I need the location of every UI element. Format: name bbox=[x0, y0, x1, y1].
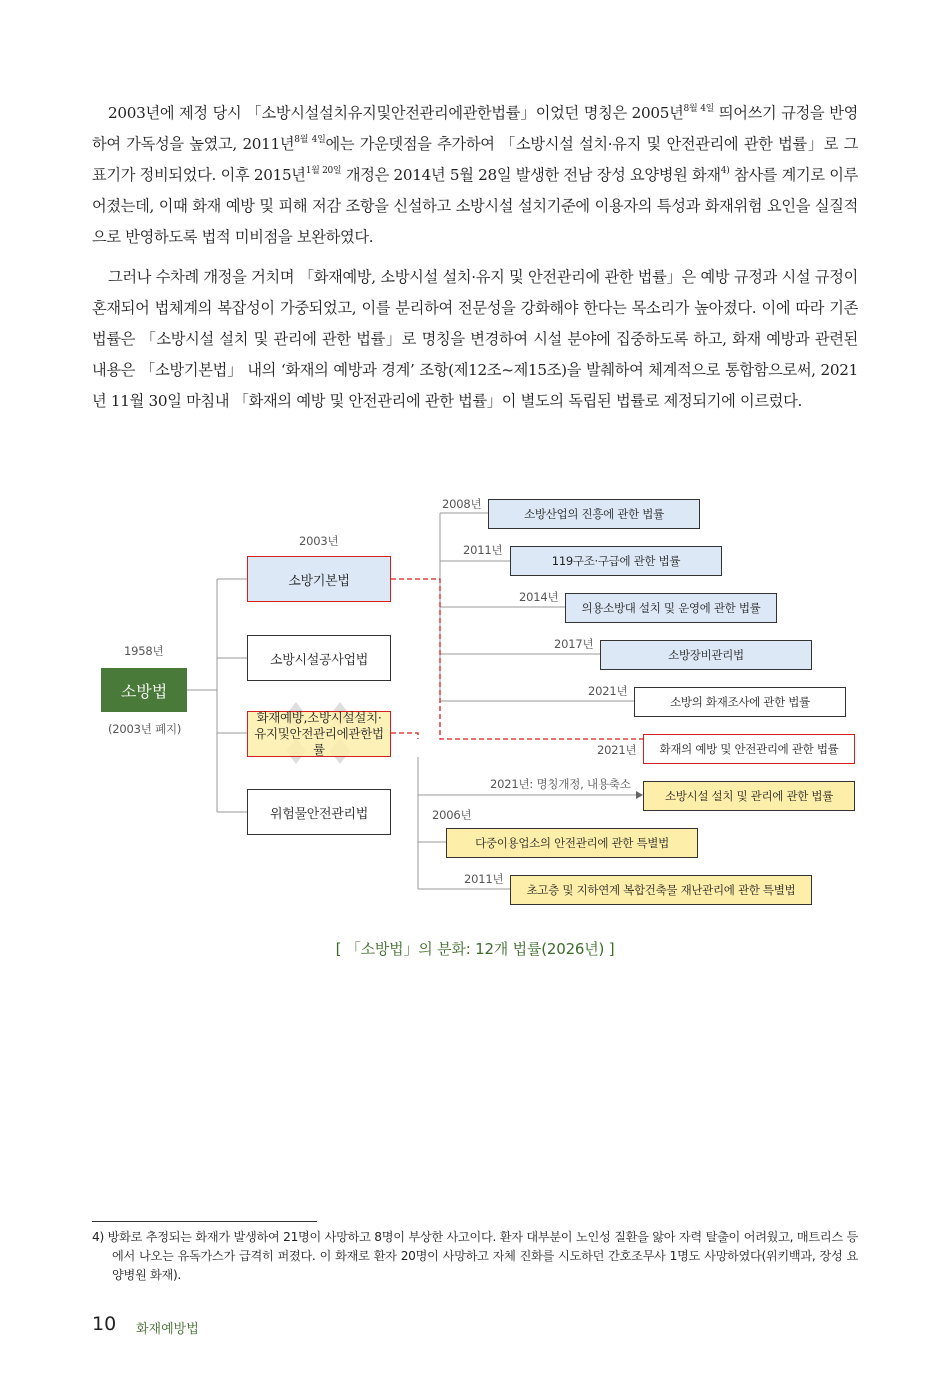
branch-year: 2021년: 명칭개정, 내용축소 bbox=[490, 777, 631, 791]
page-number: 10 bbox=[92, 1313, 117, 1335]
branch-year: 2008년 bbox=[442, 497, 482, 511]
branch-year: 2006년 bbox=[432, 808, 472, 822]
law-box-facility-management: 소방시설 설치 및 관리에 관한 법률 bbox=[643, 781, 855, 811]
law-division-diagram bbox=[0, 480, 950, 920]
branch-year: 2021년 bbox=[597, 743, 637, 757]
branch-year: 2011년 bbox=[463, 543, 503, 557]
branch-year: 2017년 bbox=[554, 637, 594, 651]
branch-year: 2021년 bbox=[588, 684, 628, 698]
law-box-volunteer-fire: 의용소방대 설치 및 운영에 관한 법률 bbox=[565, 593, 777, 623]
law-box-fire-prevention: 화재의 예방 및 안전관리에 관한 법률 bbox=[643, 734, 855, 764]
branch-year: 2011년 bbox=[464, 872, 504, 886]
law-box-fire-investigation: 소방의 화재조사에 관한 법률 bbox=[634, 687, 846, 717]
law-box-multi-use-business: 다중이용업소의 안전관리에 관한 특별법 bbox=[446, 828, 698, 858]
law-box-equipment: 소방장비관리법 bbox=[600, 640, 812, 670]
law-box-facility-construction: 소방시설공사업법 bbox=[247, 635, 391, 681]
root-note: (2003년 폐지) bbox=[108, 722, 182, 736]
body-paragraph-1: 2003년에 제정 당시 「소방시설설치유지및안전관리에관한법률」이었던 명칭은 2005년$^{8월 4일}$ 띄어쓰기 규정을 반영하여 가독성을 높였고, 2011년$^{8월 4일}$에는 가운뎃점을 추가하여 「소방시설 설치·유지 및 안전관리에 관한 법률」로 그 표기가 정비되었다. 이후 2015년$^{1월 20일}$ 개정은 2014년 5월 28일 발생한 전남 장성 요양병원 화재$^{4)}$ 참사를 계기로 이루어졌는데, 이때 화재 예방 및 피해 저감 조항을 신설하고 소방시설 설치기준에 이용자의 특성과 화재위험 요인을 실질적으로 반영하도록 법적 미비점을 보완하였다. bbox=[92, 104, 858, 246]
figure-caption: [ 「소방법」의 분화: 12개 법률(2026년) ] bbox=[335, 940, 615, 958]
footnote: 4) 방화로 추정되는 화재가 발생하여 21명이 사망하고 8명이 부상한 사고이다. 환자 대부분이 노인성 질환을 앓아 자력 탈출이 어려웠고, 매트리스 등에서 나오는 유독가스가 급격히 퍼졌다. 이 화재로 환자 20명이 사망하고 자체 진화를 시도하던 간호조무사 1명도 사망하였다(위키백과, 장성 요양병원 화재). bbox=[92, 1230, 858, 1282]
body-paragraph-2: 그러나 수차례 개정을 거치며 「화재예방, 소방시설 설치·유지 및 안전관리에 관한 법률」은 예방 규정과 시설 규정이 혼재되어 법체계의 복잡성이 가중되었고, 이를 분리하여 전문성을 강화해야 한다는 목소리가 높아졌다. 이에 따라 기존 법률은 「소방시설 설치 및 관리에 관한 법률」로 명칭을 변경하여 시설 분야에 집중하도록 하고, 화재 예방과 관련된 내용은 「소방기본법」 내의 ‘화재의 예방과 경계’ 조항(제12조~제15조)을 발췌하여 체계적으로 통합함으로써, 2021년 11월 30일 마침내 「화재의 예방 및 안전관리에 관한 법률」이 별도의 독립된 법률로 제정되기에 이르렀다. bbox=[92, 268, 858, 410]
law-box-high-rise-disaster: 초고층 및 지하연계 복합건축물 재난관리에 관한 특별법 bbox=[510, 875, 812, 905]
law-box-prevention-facility: 화재예방,소방시설설치·유지및안전관리에관한법률 bbox=[247, 711, 391, 757]
law-box-fire-basic: 소방기본법 bbox=[247, 556, 391, 602]
gen1-year-basic: 2003년 bbox=[299, 534, 339, 548]
branch-year: 2014년 bbox=[519, 590, 559, 604]
running-title: 화재예방법 bbox=[136, 1322, 199, 1337]
root-law-box: 소방법 bbox=[101, 668, 187, 712]
law-box-fire-industry: 소방산업의 진흥에 관한 법률 bbox=[488, 499, 700, 529]
footnote-divider bbox=[92, 1221, 317, 1222]
root-year: 1958년 bbox=[124, 644, 164, 658]
law-box-hazardous-materials: 위험물안전관리법 bbox=[247, 789, 391, 835]
law-box-119-rescue: 119구조·구급에 관한 법률 bbox=[510, 546, 722, 576]
